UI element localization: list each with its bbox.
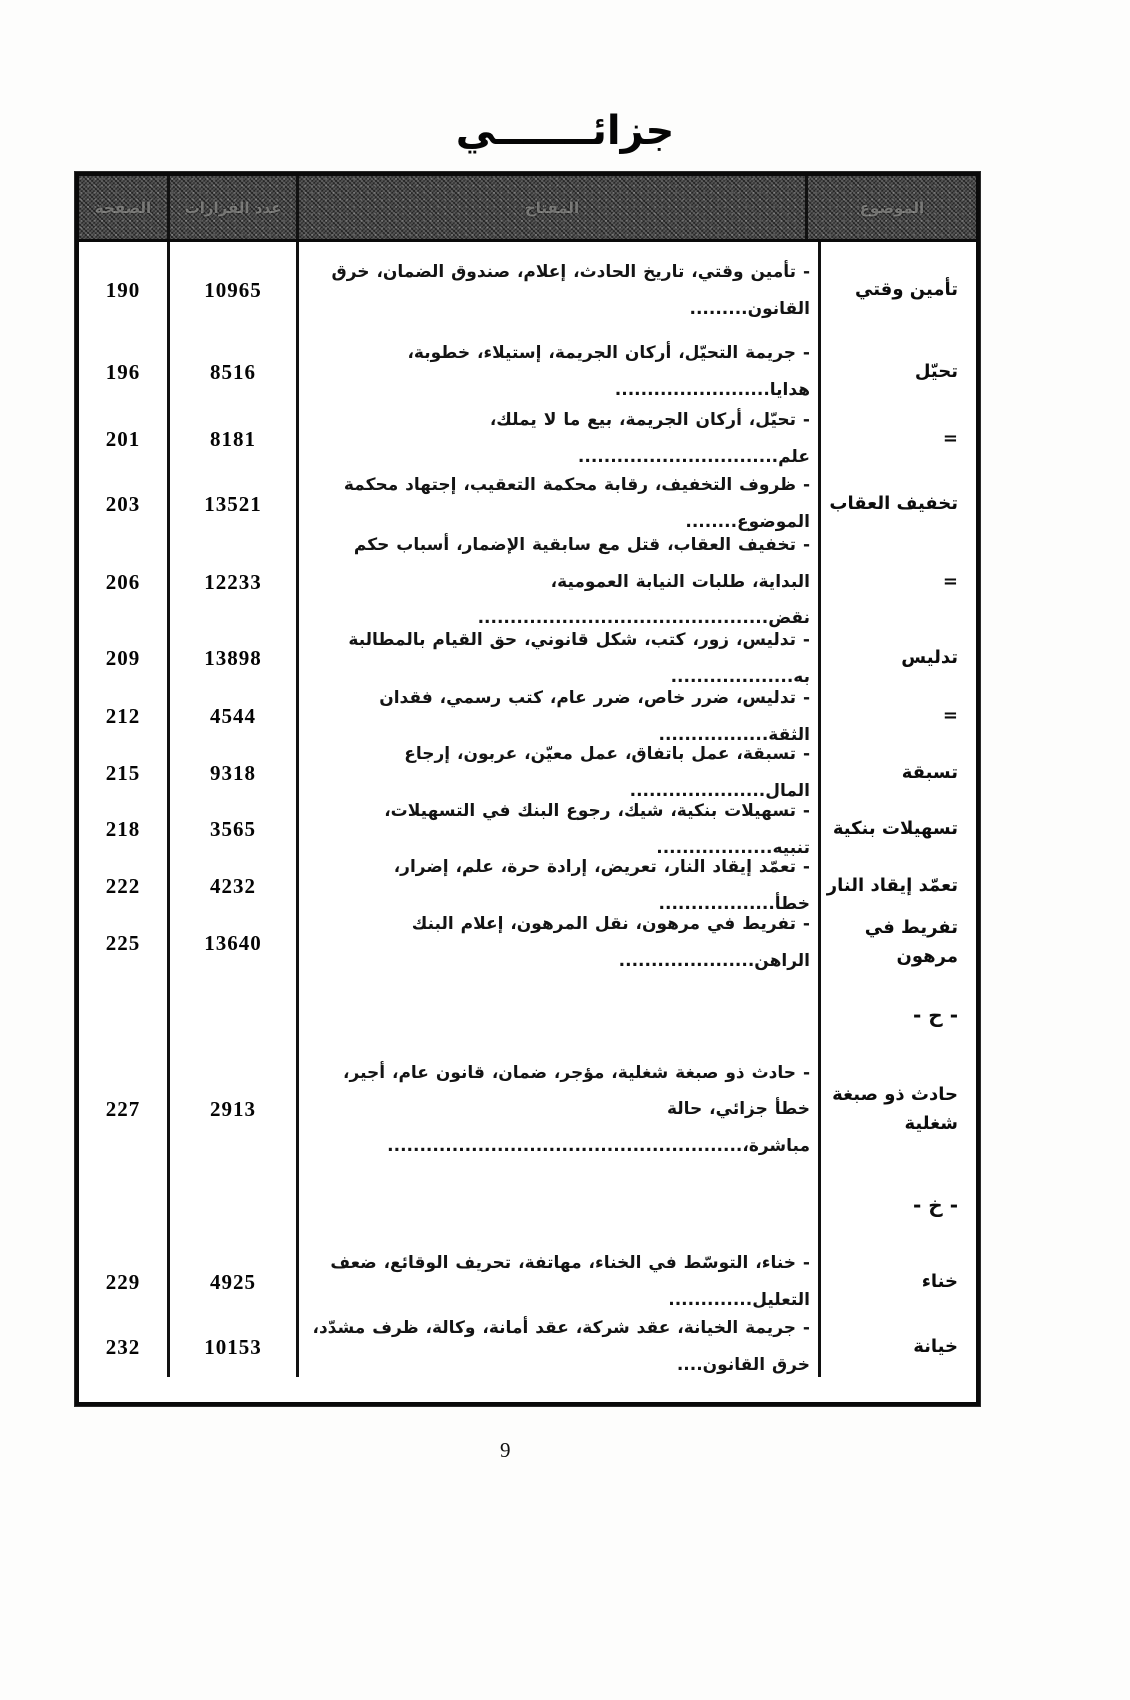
subject-cell: خناء <box>921 1270 958 1292</box>
subject-cell: = <box>942 570 958 592</box>
table-row <box>79 1317 976 1402</box>
subject-cell: تأمين وقتي <box>854 279 958 301</box>
decision-number-cell: 8516 <box>170 339 299 405</box>
table-row <box>79 535 976 629</box>
keywords-cell: - تفريط في مرهون، نقل المرهون، إعلام البنك الراهن..................... <box>299 914 821 972</box>
section-divider-row <box>79 972 976 1057</box>
keywords-cell: - تدليس، ضرر خاص، ضرر عام، كتب رسمي، فقدان الثقة................. <box>299 688 821 745</box>
table-header-band <box>79 176 976 242</box>
header-subject: الموضوع <box>859 198 925 217</box>
subject-cell: تحيّل <box>914 360 958 382</box>
page-number-cell: 227 <box>79 1057 170 1162</box>
keywords-cell: - ظروف التخفيف، رقابة محكمة التعقيب، إجتهاد محكمة الموضوع........ <box>299 473 821 535</box>
table-row <box>79 405 976 473</box>
page-number-cell: 225 <box>79 914 170 972</box>
table-row <box>79 1057 976 1162</box>
keywords-cell: - تسهيلات بنكية، شيك، رجوع البنك في التسهيلات، تنبيه.................. <box>299 801 821 858</box>
page-title: جزائـــــــي <box>455 108 675 154</box>
decision-number-cell: 13640 <box>170 914 299 972</box>
subject-cell: تسهيلات بنكية <box>832 818 958 840</box>
decision-number-cell: 13521 <box>170 473 299 535</box>
decision-number-cell: 8181 <box>170 405 299 473</box>
decision-number-cell: 4925 <box>170 1247 299 1317</box>
section-divider-row <box>79 1162 976 1247</box>
page-number-cell: 232 <box>79 1317 170 1377</box>
keywords-cell: - تحيّل، أركان الجريمة، بيع ما لا يملك، علم............................... <box>299 405 821 473</box>
keywords-cell: - تخفيف العقاب، قتل مع سابقية الإضمار، أسباب حكم البداية، طلبات النيابة العمومية، نقض............................................. <box>299 535 821 629</box>
subject-cell: حادث ذو صبغة شغلية <box>832 1083 958 1134</box>
header-page-number: الصفحة <box>79 176 170 239</box>
page-number-cell: 212 <box>79 688 170 745</box>
decision-number-cell: 10153 <box>170 1317 299 1377</box>
keywords-cell: - تسبقة، عمل باتفاق، عمل معيّن، عربون، إرجاع المال..................... <box>299 745 821 801</box>
decision-number-cell: 13898 <box>170 629 299 688</box>
subject-cell: = <box>942 705 958 727</box>
table-row <box>79 473 976 535</box>
decision-number-cell: 10965 <box>170 242 299 339</box>
subject-cell: تخفيف العقاب <box>829 492 958 514</box>
table-row <box>79 914 976 972</box>
keywords-cell: - حادث ذو صبغة شغلية، مؤجر، ضمان، قانون عام، أجير، خطأ جزائي، حالة مباشرة،....................................................... <box>299 1057 821 1162</box>
decision-number-cell: 4232 <box>170 858 299 914</box>
page-number-cell: 229 <box>79 1247 170 1317</box>
table-body <box>79 242 976 1402</box>
page-number-cell: 203 <box>79 473 170 535</box>
page-number-cell: 206 <box>79 535 170 629</box>
keywords-cell: - تدليس، زور، كتب، شكل قانوني، حق القيام بالمطالبة به................... <box>299 629 821 688</box>
page-number-cell: 196 <box>79 339 170 405</box>
page-number-cell: 215 <box>79 745 170 801</box>
decision-number-cell: 9318 <box>170 745 299 801</box>
footer-page-number: 9 <box>500 1438 511 1462</box>
subject-cell: تعمّد إيقاد النار <box>826 874 958 896</box>
page-number-cell: 190 <box>79 242 170 339</box>
table-row <box>79 339 976 405</box>
keywords-cell: - جريمة التحيّل، أركان الجريمة، إستيلاء، خطوبة، هدايا........................ <box>299 339 821 405</box>
decision-number-cell: 4544 <box>170 688 299 745</box>
page-number-cell: 222 <box>79 858 170 914</box>
section-letter-cell: - خ - <box>913 1192 958 1217</box>
subject-cell: تفريط في مرهون <box>864 917 958 967</box>
keywords-cell: - تأمين وقتي، تاريخ الحادث، إعلام، صندوق الضمان، خرق القانون......... <box>299 242 821 339</box>
section-letter-cell: - ح - <box>913 1002 958 1027</box>
subject-cell: = <box>942 427 958 449</box>
decision-number-cell: 12233 <box>170 535 299 629</box>
page-number-cell: 218 <box>79 801 170 858</box>
header-decisions-count: عدد القرارات <box>170 176 299 239</box>
table-row <box>79 1247 976 1317</box>
page-number-cell: 201 <box>79 405 170 473</box>
subject-cell: تدليس <box>901 647 958 669</box>
keywords-cell: - جريمة الخيانة، عقد شركة، عقد أمانة، وكالة، ظرف مشدّد، خرق القانون.... <box>299 1317 821 1377</box>
header-keywords: المفتاح <box>299 176 808 239</box>
subject-cell: تسبقة <box>901 761 958 783</box>
index-table <box>75 172 980 1406</box>
page-number-cell: 209 <box>79 629 170 688</box>
subject-cell: خيانة <box>913 1335 958 1357</box>
keywords-cell: - تعمّد إيقاد النار، تعريض، إرادة حرة، علم، إضرار، خطأ.................. <box>299 858 821 914</box>
decision-number-cell: 2913 <box>170 1057 299 1162</box>
keywords-cell: - خناء، التوسّط في الخناء، مهاتفة، تحريف الوقائع، ضعف التعليل............. <box>299 1247 821 1317</box>
decision-number-cell: 3565 <box>170 801 299 858</box>
table-row <box>79 242 976 339</box>
